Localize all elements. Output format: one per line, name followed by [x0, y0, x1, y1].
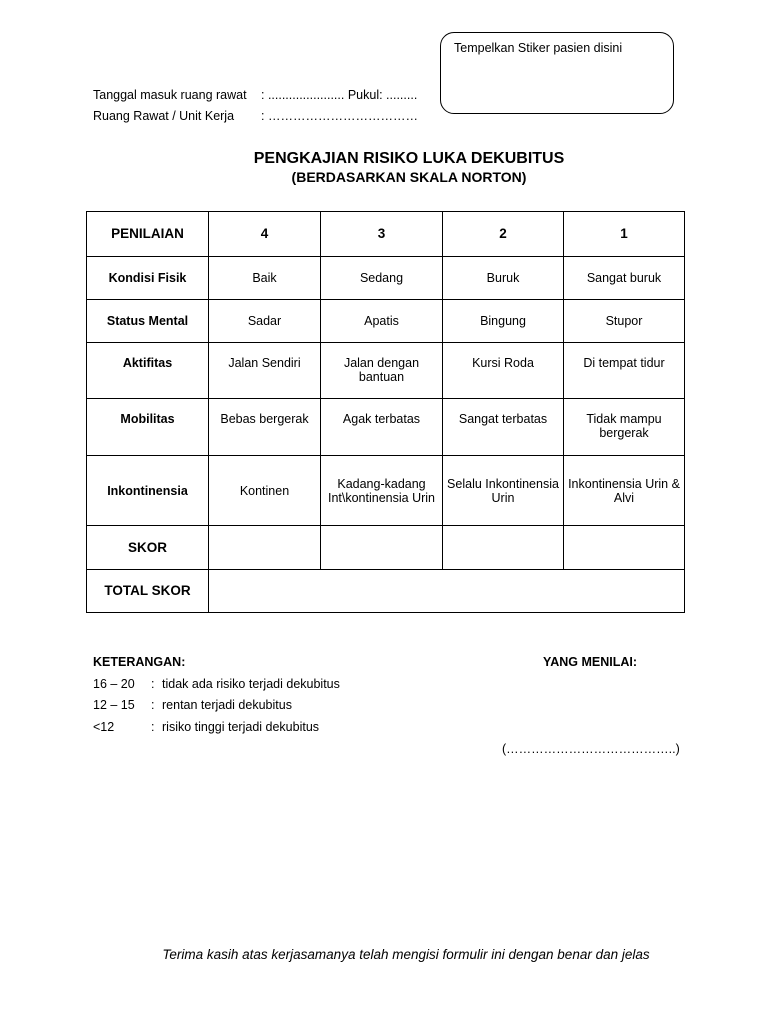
skor-cell-4[interactable]: [209, 526, 321, 570]
header-cell-score-4: 4: [209, 212, 321, 257]
table-cell: Selalu Inkontinensia Urin: [443, 456, 564, 526]
table-row: [87, 300, 685, 343]
patient-sticker-box: [440, 32, 674, 114]
table-cell: Stupor: [564, 300, 685, 343]
row-label-inkontinensia: Inkontinensia: [87, 456, 209, 526]
keterangan-range: 12 – 15: [93, 698, 135, 712]
page-title: PENGKAJIAN RISIKO LUKA DEKUBITUS: [253, 150, 565, 167]
table-cell: Kadang-kadang Int\kontinensia Urin: [321, 456, 443, 526]
page-subtitle: (BERDASARKAN SKALA NORTON): [291, 169, 527, 185]
skor-cell-3[interactable]: [321, 526, 443, 570]
table-cell: Buruk: [443, 257, 564, 300]
table-cell: Sedang: [321, 257, 443, 300]
table-cell: Di tempat tidur: [564, 343, 685, 399]
table-cell: Sangat buruk: [564, 257, 685, 300]
header-cell-penilaian: PENILAIAN: [87, 212, 209, 257]
header-cell-score-2: 2: [443, 212, 564, 257]
table-cell: Kursi Roda: [443, 343, 564, 399]
admission-date-label: Tanggal masuk ruang rawat: [93, 88, 247, 102]
ward-unit-field[interactable]: : ………………………………: [261, 109, 418, 123]
total-skor-label: TOTAL SKOR: [87, 570, 209, 613]
keterangan-sep: :: [151, 720, 155, 734]
header-cell-score-1: 1: [564, 212, 685, 257]
total-skor-row: [87, 570, 685, 613]
table-cell: Sangat terbatas: [443, 399, 564, 456]
sticker-label: Tempelkan Stiker pasien disini: [454, 41, 623, 55]
table-cell: Sadar: [209, 300, 321, 343]
table-cell: Jalan Sendiri: [209, 343, 321, 399]
assessor-title: YANG MENILAI:: [543, 655, 637, 669]
table-cell: Jalan dengan bantuan: [321, 343, 443, 399]
table-cell: Apatis: [321, 300, 443, 343]
table-header-row: [87, 212, 685, 257]
table-cell: Bebas bergerak: [209, 399, 321, 456]
table-row: [87, 257, 685, 300]
admission-date-field[interactable]: : ...................... Pukul: .........: [261, 88, 418, 102]
keterangan-desc: rentan terjadi dekubitus: [162, 698, 292, 712]
skor-cell-1[interactable]: [564, 526, 685, 570]
keterangan-desc: tidak ada risiko terjadi dekubitus: [162, 677, 340, 691]
row-label-status-mental: Status Mental: [87, 300, 209, 343]
table-cell: Kontinen: [209, 456, 321, 526]
skor-label: SKOR: [87, 526, 209, 570]
keterangan-range: 16 – 20: [93, 677, 135, 691]
row-label-kondisi-fisik: Kondisi Fisik: [87, 257, 209, 300]
keterangan-range: <12: [93, 720, 115, 734]
table-cell: Tidak mampu bergerak: [564, 399, 685, 456]
keterangan-title: KETERANGAN:: [93, 655, 186, 669]
keterangan-desc: risiko tinggi terjadi dekubitus: [162, 720, 320, 734]
norton-scale-table: [86, 211, 685, 613]
signature-line[interactable]: (…………………………………..): [502, 742, 680, 756]
table-cell: Bingung: [443, 300, 564, 343]
row-label-mobilitas: Mobilitas: [87, 399, 209, 456]
table-row: [87, 456, 685, 526]
skor-row: [87, 526, 685, 570]
keterangan-sep: :: [151, 698, 155, 712]
table-row: [87, 343, 685, 399]
table-cell: Baik: [209, 257, 321, 300]
keterangan-sep: :: [151, 677, 155, 691]
total-skor-cell[interactable]: [209, 570, 685, 613]
table-cell: Agak terbatas: [321, 399, 443, 456]
footer-note: Terima kasih atas kerjasamanya telah mengisi formulir ini dengan benar dan jelas: [162, 947, 650, 962]
header-cell-score-3: 3: [321, 212, 443, 257]
ward-unit-label: Ruang Rawat / Unit Kerja: [93, 109, 235, 123]
skor-cell-2[interactable]: [443, 526, 564, 570]
row-label-aktifitas: Aktifitas: [87, 343, 209, 399]
table-row: [87, 399, 685, 456]
table-cell: Inkontinensia Urin & Alvi: [564, 456, 685, 526]
